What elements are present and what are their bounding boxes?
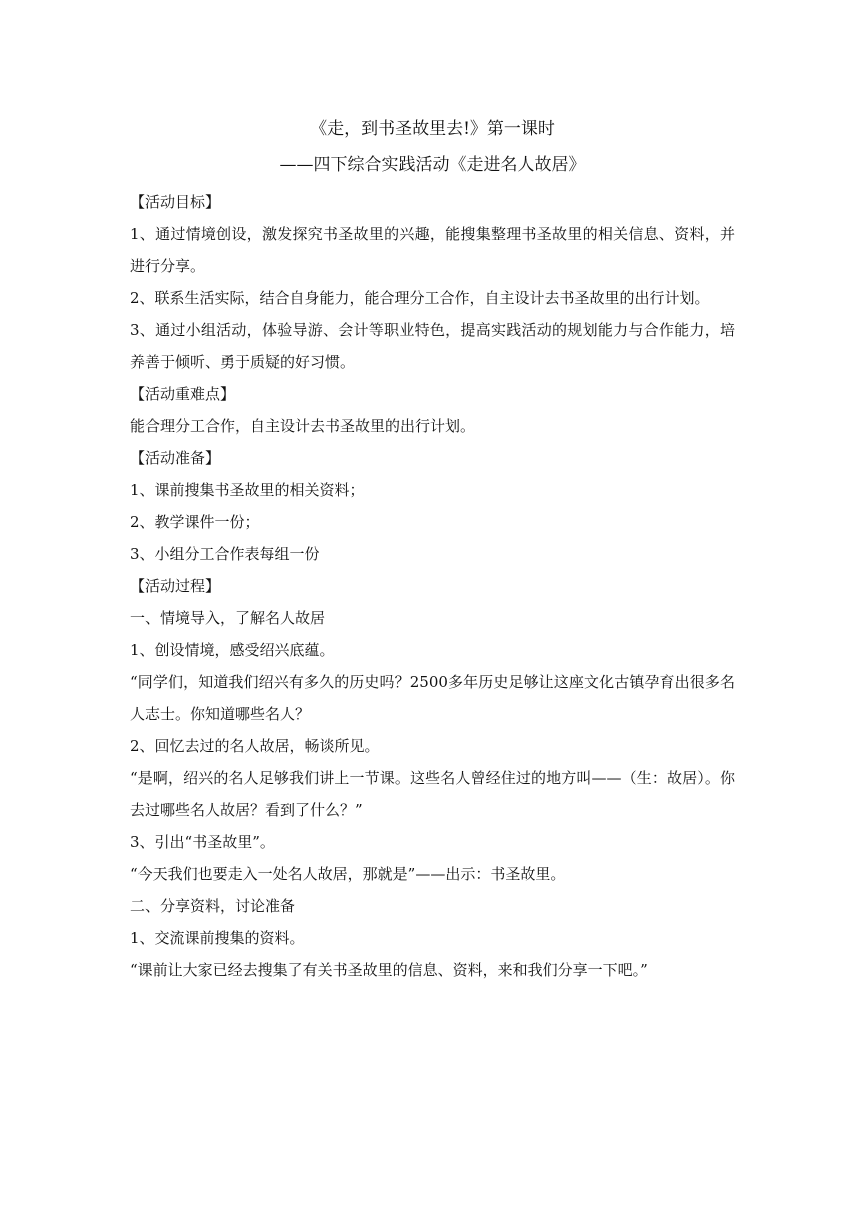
goal-item-3: 3、通过小组活动，体验导游、会计等职业特色，提高实践活动的规划能力与合作能力，培养善于倾听、勇于质疑的好习惯。: [130, 321, 735, 371]
quote-3: “今天我们也要走入一处名人故居，那就是”——出示：书圣故里。: [130, 865, 566, 883]
goals-heading: 【活动目标】: [130, 193, 221, 211]
key-points-heading: 【活动重难点】: [130, 385, 236, 403]
part-one-title: 一、情境导入，了解名人故居: [130, 609, 326, 627]
preparation-item-2: 2、教学课件一份；: [130, 513, 260, 531]
process-heading: 【活动过程】: [130, 577, 221, 595]
preparation-item-1: 1、课前搜集书圣故里的相关资料；: [130, 481, 365, 499]
part-two-title: 二、分享资料，讨论准备: [130, 897, 296, 915]
goal-item-1: 1、通过情境创设，激发探究书圣故里的兴趣，能搜集整理书圣故里的相关信息、资料，并进行分享。: [130, 225, 735, 275]
quote-1: “同学们，知道我们绍兴有多久的历史吗？2500多年历史足够让这座文化古镇孕育出很多名人志士。你知道哪些名人？: [130, 673, 735, 723]
key-points-text: 能合理分工合作，自主设计去书圣故里的出行计划。: [130, 417, 476, 435]
quote-4: “课前让大家已经去搜集了有关书圣故里的信息、资料，来和我们分享一下吧。”: [130, 961, 648, 979]
quote-2: “是啊，绍兴的名人足够我们讲上一节课。这些名人曾经住过的地方叫——（生：故居）。你去过哪些名人故居？看到了什么？”: [130, 769, 735, 819]
preparation-item-3: 3、小组分工合作表每组一份: [130, 545, 320, 563]
document-subtitle: ——四下综合实践活动《走进名人故居》: [279, 155, 586, 175]
step-2-1: 1、交流课前搜集的资料。: [130, 929, 305, 947]
step-1-2: 2、回忆去过的名人故居，畅谈所见。: [130, 737, 380, 755]
document-page: [130, 112, 735, 986]
preparation-heading: 【活动准备】: [130, 449, 221, 467]
step-1-3: 3、引出“书圣故里”。: [130, 833, 275, 851]
step-1-1: 1、创设情境，感受绍兴底蕴。: [130, 641, 335, 659]
goal-item-2: 2、联系生活实际，结合自身能力，能合理分工合作，自主设计去书圣故里的出行计划。: [130, 289, 710, 307]
document-title: 《走，到书圣故里去!》第一课时: [310, 119, 555, 139]
